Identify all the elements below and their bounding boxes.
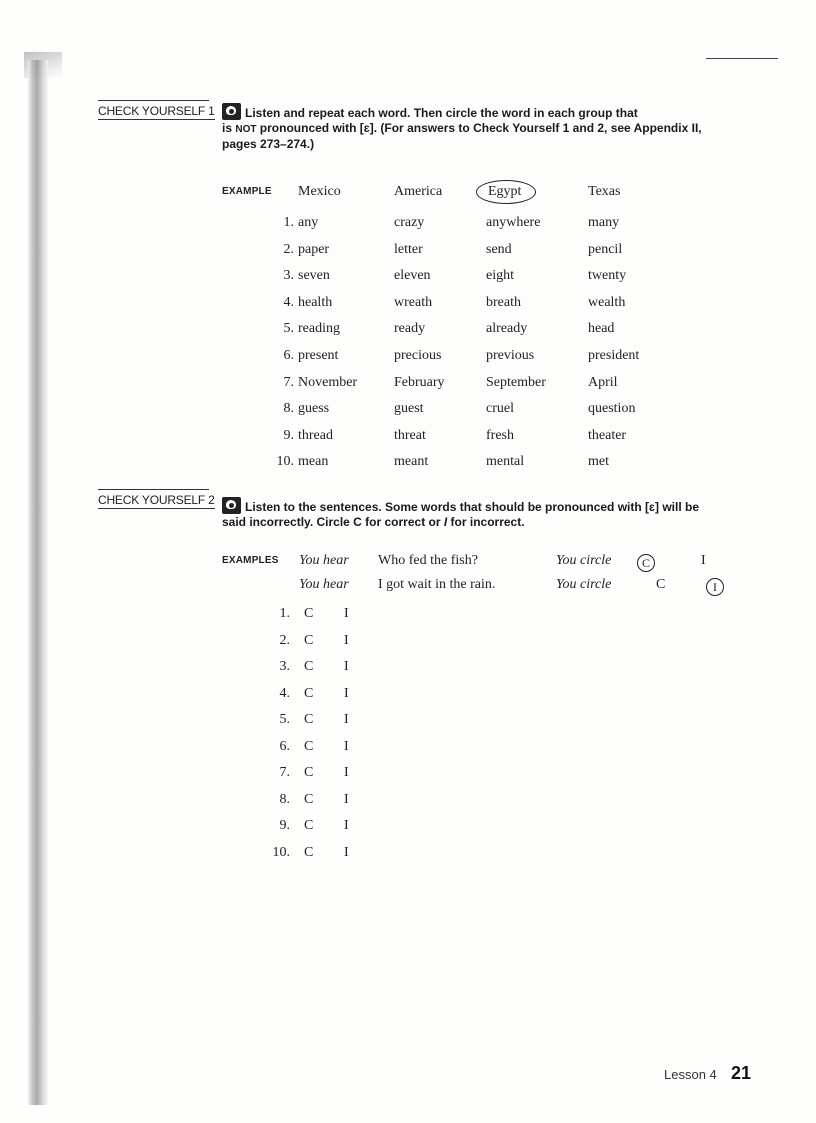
item-number: 4. <box>283 294 294 310</box>
example-label: EXAMPLE <box>222 186 272 197</box>
choice-c[interactable]: C <box>304 844 314 860</box>
item-number: 3. <box>283 268 294 284</box>
you-hear-label: You hear <box>299 577 349 592</box>
header-rule <box>706 58 778 59</box>
item-number: 10. <box>272 844 290 860</box>
word-choice[interactable]: mental <box>486 454 525 470</box>
lesson-label: Lesson 4 <box>664 1067 717 1082</box>
choice-i[interactable]: I <box>344 791 349 807</box>
word-choice[interactable]: head <box>588 321 615 337</box>
circled-example-word <box>476 180 536 204</box>
you-circle-label: You circle <box>556 553 612 568</box>
word-choice[interactable]: many <box>588 215 620 230</box>
word-choice[interactable]: ready <box>394 321 426 337</box>
choice-c[interactable]: C <box>304 659 314 674</box>
example-word: Mexico <box>298 184 341 199</box>
item-number: 6. <box>283 348 294 363</box>
you-hear-label: You hear <box>299 553 349 568</box>
word-choice[interactable]: met <box>588 454 609 470</box>
tab-rule <box>98 100 209 101</box>
binding-shadow <box>28 60 48 1105</box>
word-choice[interactable]: thread <box>298 427 333 443</box>
choice-i[interactable]: I <box>344 765 349 780</box>
word-choice[interactable]: wealth <box>588 294 626 310</box>
word-choice[interactable]: crazy <box>394 215 425 230</box>
example-word: Texas <box>588 184 621 199</box>
word-choice[interactable]: February <box>394 374 445 390</box>
word-choice[interactable]: cruel <box>486 401 514 417</box>
word-choice[interactable]: paper <box>298 241 330 257</box>
word-choice[interactable]: wreath <box>394 294 433 310</box>
word-choice[interactable]: reading <box>298 321 340 337</box>
item-number: 1. <box>279 606 290 621</box>
word-choice[interactable]: guess <box>298 401 330 417</box>
item-number: 5. <box>279 712 290 727</box>
audio-icon[interactable] <box>222 103 241 120</box>
circled-c: C <box>637 554 655 572</box>
item-number: 4. <box>279 685 290 701</box>
choice-i[interactable]: I <box>344 818 349 833</box>
item-number: 6. <box>279 738 290 754</box>
item-number: 1. <box>283 215 294 230</box>
word-choice[interactable]: precious <box>394 348 442 363</box>
check-yourself-2-instructions: Listen to the sentences. Some words that should be pronounced with [ɛ] will be said incorrectly. Circle C for correct or I for incorrect. <box>222 497 742 530</box>
choice-i[interactable]: I <box>344 606 349 621</box>
choice-c[interactable]: C <box>304 712 314 727</box>
word-choice[interactable]: September <box>486 374 546 390</box>
word-choice[interactable]: already <box>486 321 528 337</box>
example-sentence: I got wait in the rain. <box>378 577 496 592</box>
item-number: 8. <box>279 791 290 807</box>
word-choice[interactable]: seven <box>298 268 330 284</box>
item-number: 2. <box>283 241 294 257</box>
item-number: 10. <box>276 454 294 470</box>
word-choice[interactable]: fresh <box>486 427 514 443</box>
word-choice[interactable]: November <box>298 374 358 390</box>
choice-i[interactable]: I <box>344 712 349 727</box>
circled-i: I <box>706 578 724 596</box>
word-choice[interactable]: breath <box>486 294 521 310</box>
word-choice[interactable]: twenty <box>588 268 627 284</box>
item-number: 9. <box>279 818 290 833</box>
choice-i[interactable]: I <box>344 659 349 674</box>
word-choice[interactable]: anywhere <box>486 215 541 230</box>
choice-i[interactable]: I <box>344 738 349 754</box>
letter-c: C <box>656 577 666 592</box>
word-choice[interactable]: send <box>486 241 512 257</box>
item-number: 2. <box>279 632 290 648</box>
letter-i: I <box>701 553 706 568</box>
choice-i[interactable]: I <box>344 632 349 648</box>
word-choice[interactable]: letter <box>394 241 423 257</box>
word-choice[interactable]: health <box>298 294 333 310</box>
choice-c[interactable]: C <box>304 818 314 833</box>
audio-icon[interactable] <box>222 497 241 514</box>
word-choice[interactable]: meant <box>394 454 429 470</box>
example-word: Egypt <box>488 184 522 199</box>
examples-label: EXAMPLES <box>222 555 279 566</box>
page-number: 21 <box>731 1063 752 1083</box>
word-choice[interactable]: threat <box>394 427 426 443</box>
check-yourself-1-instructions: Listen and repeat each word. Then circle the word in each group that is NOT pronounced with [ɛ]. (For answers to Check Yourself 1 and 2, see Appendix II, pages 273–274.) <box>222 103 742 152</box>
choice-c[interactable]: C <box>304 765 314 780</box>
item-number: 8. <box>283 401 294 417</box>
choice-i[interactable]: I <box>344 844 349 860</box>
word-choice[interactable]: eleven <box>394 268 431 284</box>
item-number: 5. <box>283 321 294 337</box>
word-choice[interactable]: mean <box>298 454 329 470</box>
word-choice[interactable]: guest <box>394 401 424 417</box>
tab-rule <box>98 489 209 490</box>
choice-c[interactable]: C <box>304 606 314 621</box>
item-number: 7. <box>279 765 290 780</box>
choice-c[interactable]: C <box>304 791 314 807</box>
word-choice[interactable]: previous <box>486 348 535 363</box>
choice-c[interactable]: C <box>304 738 314 754</box>
word-choice[interactable]: April <box>588 374 618 390</box>
you-circle-label: You circle <box>556 577 612 592</box>
word-choice[interactable]: question <box>588 401 636 417</box>
check-yourself-1-tab: CHECK YOURSELF 1 <box>98 100 215 120</box>
word-choice[interactable]: president <box>588 348 640 363</box>
word-choice[interactable]: theater <box>588 427 627 443</box>
choice-i[interactable]: I <box>344 685 349 701</box>
item-number: 7. <box>283 374 294 390</box>
word-choice[interactable]: pencil <box>588 241 623 257</box>
item-number: 3. <box>279 659 290 674</box>
choice-c[interactable]: C <box>304 632 314 648</box>
word-choice[interactable]: present <box>298 348 339 363</box>
check-yourself-2-tab: CHECK YOURSELF 2 <box>98 489 215 509</box>
item-number: 9. <box>283 427 294 443</box>
example-word: America <box>394 184 443 199</box>
word-choice[interactable]: any <box>298 215 319 230</box>
example-sentence: Who fed the fish? <box>378 553 478 568</box>
choice-c[interactable]: C <box>304 685 314 701</box>
word-choice[interactable]: eight <box>486 268 514 284</box>
